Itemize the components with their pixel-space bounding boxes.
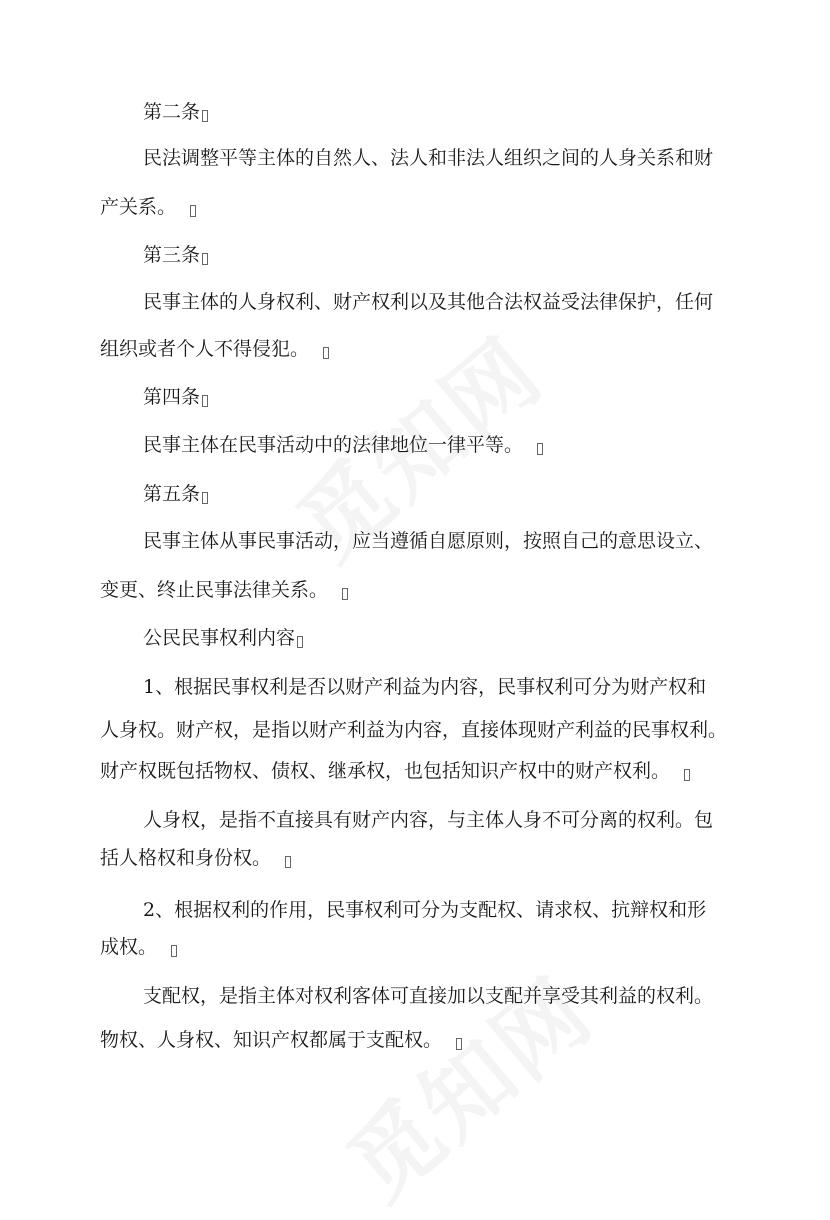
paragraph-line: 民事主体从事民事活动，应当遵循自愿原则，按照自己的意思设立、 <box>143 530 714 552</box>
paragraph-mark-icon <box>297 636 303 648</box>
paragraph-line: 成权。 <box>100 933 177 961</box>
paragraph-mark-icon <box>190 205 196 217</box>
paragraph-line: 财产权既包括物权、债权、继承权，也包括知识产权中的财产权利。 <box>100 757 690 785</box>
paragraph-mark-icon <box>285 856 291 868</box>
paragraph-line: 支配权，是指主体对权利客体可直接加以支配并享受其利益的权利。 <box>143 985 714 1007</box>
paragraph-line: 民事主体的人身权利、财产权利以及其他合法权益受法律保护，任何 <box>143 291 714 313</box>
article-heading: 第三条 <box>143 241 208 269</box>
section-heading: 公民民事权利内容 <box>143 624 303 652</box>
paragraph-line: 1、根据民事权利是否以财产利益为内容，民事权利可分为财产权和 <box>143 676 707 698</box>
paragraph-line: 变更、终止民事法律关系。 <box>100 576 348 604</box>
article-heading: 第四条 <box>143 383 208 411</box>
paragraph-line: 2、根据权利的作用，民事权利可分为支配权、请求权、抗辩权和形 <box>143 899 707 921</box>
paragraph-line: 人身权。财产权，是指以财产利益为内容，直接体现财产利益的民事权利。 <box>100 719 728 741</box>
paragraph-line: 民事主体在民事活动中的法律地位一律平等。 <box>143 431 543 459</box>
paragraph-mark-icon <box>537 443 543 455</box>
paragraph-mark-icon <box>684 769 690 781</box>
paragraph-mark-icon <box>323 347 329 359</box>
paragraph-line: 组织或者个人不得侵犯。 <box>100 335 329 363</box>
paragraph-mark-icon <box>202 395 208 407</box>
paragraph-mark-icon <box>171 945 177 957</box>
paragraph-line: 产关系。 <box>100 193 196 221</box>
paragraph-line: 物权、人身权、知识产权都属于支配权。 <box>100 1026 462 1054</box>
article-heading: 第二条 <box>143 98 208 126</box>
paragraph-mark-icon <box>202 492 208 504</box>
paragraph-mark-icon <box>342 588 348 600</box>
paragraph-mark-icon <box>456 1038 462 1050</box>
paragraph-mark-icon <box>202 110 208 122</box>
article-heading: 第五条 <box>143 480 208 508</box>
paragraph-line: 民法调整平等主体的自然人、法人和非法人组织之间的人身关系和财 <box>143 147 714 169</box>
paragraph-mark-icon <box>202 253 208 265</box>
paragraph-line: 人身权，是指不直接具有财产内容，与主体人身不可分离的权利。包 <box>143 809 714 831</box>
paragraph-line: 括人格权和身份权。 <box>100 844 291 872</box>
